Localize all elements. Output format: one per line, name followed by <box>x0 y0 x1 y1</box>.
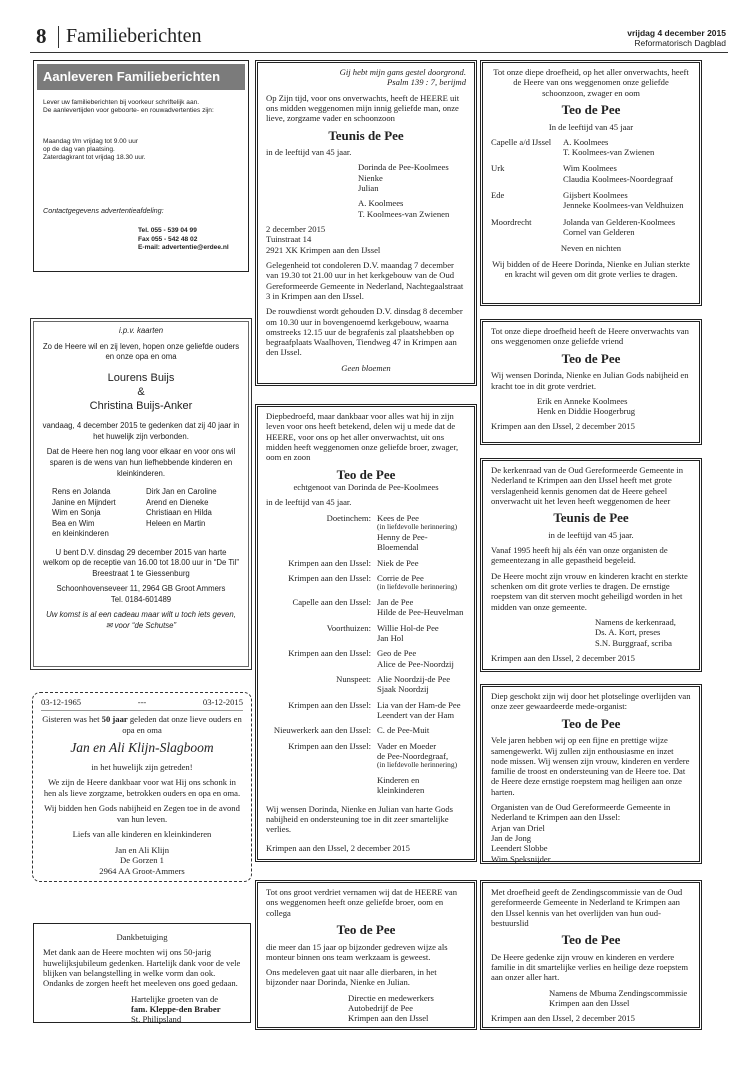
header-divider <box>58 26 59 48</box>
family-deceased-name: Teunis de Pee <box>328 127 404 143</box>
family-members-1: Dorinda de Pee-Koolmees Nienke Julian <box>358 162 449 194</box>
company-text1: die meer dan 15 jaar op bijzonder gedreven wijze als monteur binnen ons team werkzaam is geweest. <box>266 941 448 962</box>
sibling-name: Jan de Pee <box>377 597 414 608</box>
sibling-place: Doetinchem: <box>326 512 371 523</box>
sibling-name: C. de Pee-Muit <box>377 725 430 736</box>
family-members-2: A. Koolmees T. Koolmees-van Zwienen <box>358 198 450 219</box>
klijn-text5: Liefs van alle kinderen en kleinkinderen <box>72 829 212 840</box>
sibling-place: Nieuwerkerk aan den IJssel: <box>273 725 371 736</box>
organists-intro: Diep geschokt zijn wij door het plotselinge overlijden van onze zeer gewaardeerde mede-organist: <box>491 691 691 712</box>
klijn-date-left: 03-12-1965 <box>41 697 82 707</box>
inlaw-names: Jolanda van Gelderen-Koolmees Cornel van Gelderen <box>563 216 676 238</box>
mission-footer: Krimpen aan den IJssel, 2 december 2015 <box>491 1013 635 1024</box>
buijs-top: i.p.v. kaarten <box>118 326 164 335</box>
header-dateline <box>627 29 726 49</box>
inlaws-intro: Tot onze diepe droefheid, op het aller onverwachts, heeft de Heere van ons weggenomen onze geliefde schoonzoon, zwager en oom <box>493 67 689 98</box>
sibling-entry <box>266 597 466 618</box>
buijs-text2: Dat de Heere hen nog lang voor elkaar en voor ons wil sparen is de wens van hun liefhebbende kinderen en kleinkinderen. <box>46 447 236 478</box>
sibling-names <box>377 648 466 669</box>
inlaws-deceased-name: Teo de Pee <box>561 101 621 117</box>
inlaw-entry <box>491 163 691 184</box>
inlaws-notice <box>480 60 702 306</box>
company-notice <box>255 880 477 1030</box>
mission-notice <box>480 880 702 1030</box>
klijn-text3: We zijn de Heere dankbaar voor wat Hij ons schonk in hen als lieve zorgzame, betrokken ouders en opa en oma. <box>43 777 241 798</box>
mission-signature: Namens de Mbuma Zendingscommissie Krimpen aan den IJssel <box>549 987 688 1009</box>
sibling-partner: Sjaak Noordzij <box>377 684 429 695</box>
sibling-place: Nunspeet: <box>336 673 371 684</box>
siblings-deceased-name: Teo de Pee <box>336 466 396 482</box>
friends-signature: Erik en Anneke Koolmees Henk en Diddie Hoogerbrug <box>537 395 636 417</box>
council-deceased-name: Teunis de Pee <box>553 510 629 526</box>
church-council-notice <box>480 458 702 672</box>
sibling-name: Kees de Pee <box>377 512 419 523</box>
inlaw-names: Gijsbert Koolmees Jenneke Koolmees-van Veldhuizen <box>563 190 684 211</box>
siblings-closing: Wij wensen Dorinda, Nienke en Julian van harte Gods nabijheid en ondersteuning toe in dit zeer smartelijke verlies. <box>266 803 453 835</box>
family-note: Geen bloemen <box>341 362 391 373</box>
council-footer: Krimpen aan den IJssel, 2 december 2015 <box>491 652 635 663</box>
sibling-place: Capelle aan den IJssel: <box>292 597 371 608</box>
klijn-text4: Wij bidden hen Gods nabijheid en Zegen toe in de avond van hun leven. <box>44 803 240 824</box>
siblings-age: in de leeftijd van 45 jaar. <box>266 497 352 508</box>
sibling-place: Krimpen aan den IJssel: <box>288 648 371 659</box>
sibling-name: Niek de Pee <box>377 557 419 568</box>
family-condolence: Gelegenheid tot condoleren D.V. maandag 7 december van 19.30 tot 21.00 uur in het kerkgebouw van de Oud Gereformeerde Gemeente in Nederland, Nachtegaalstraat 3 in Krimpen aan den IJssel. <box>266 259 464 301</box>
siblings-subtitle: echtgenoot van Dorinda de Pee-Koolmees <box>293 482 439 493</box>
council-signature: Namens de kerkenraad, Ds. A. Kort, preses S.N. Burggraaf, scriba <box>595 617 676 648</box>
sibling-names <box>377 623 466 644</box>
header-date: vrijdag 4 december 2015 <box>627 28 726 38</box>
company-signature: Directie en medewerkers Autobedrijf de Pee Krimpen aan den IJssel <box>348 992 434 1024</box>
klijn-date-right: 03-12-2015 <box>202 697 243 707</box>
siblings-grandchildren: Kinderen en kleinkinderen <box>377 775 425 796</box>
buijs-intro: Zo de Heere wil en zij leven, hopen onze geliefde ouders en onze opa en oma <box>42 341 240 362</box>
inlaw-place: Urk <box>491 163 505 174</box>
sibling-entry <box>266 674 466 695</box>
sibling-place: Krimpen aan den IJssel: <box>288 699 371 710</box>
inlaw-entry <box>491 217 691 238</box>
sibling-entry <box>266 623 466 644</box>
sibling-name: Geo de Pee <box>377 648 417 659</box>
friends-deceased-name: Teo de Pee <box>561 350 621 366</box>
dankbetuiging-greeting: Hartelijke groeten van de <box>131 993 219 1004</box>
sibling-place: Krimpen aan den IJssel: <box>288 572 371 583</box>
organists-signature: Organisten van de Oud Gereformeerde Gemeente in Nederland te Krimpen aan den IJssel: Arjan van Driel Jan de Jong Leendert Slobbe Wim Speksnijder <box>491 802 671 864</box>
sibling-place: Voorthuizen: <box>326 622 371 633</box>
council-age: in de leeftijd van 45 jaar. <box>548 529 634 540</box>
section-title: Familieberichten <box>66 25 202 47</box>
sibling-note: (in liefdevolle herinnering) <box>377 522 458 532</box>
inlaw-place: Ede <box>491 190 505 201</box>
sibling-name: Alie Noordzij-de Pee <box>377 673 451 684</box>
klijn-date-sep: --- <box>137 697 147 707</box>
contact-details: Tel. 055 - 539 04 99 Fax 055 - 542 48 02 E-mail: advertentie@erdee.nl <box>138 227 229 251</box>
page-number: 8 <box>36 24 47 48</box>
friends-notice <box>480 319 702 445</box>
jubileum-klijn <box>32 692 252 882</box>
organists-deceased-name: Teo de Pee <box>561 715 621 731</box>
sibling-entry <box>266 573 466 592</box>
inlaws-nephews: Neven en nichten <box>560 243 622 254</box>
inlaws-closing: Wij bidden of de Heere Dorinda, Nienke en Julian sterkte en kracht wil geven om dit grote verlies te dragen. <box>492 258 690 279</box>
organists-notice <box>480 684 702 864</box>
sibling-partner: Alice de Pee-Noordzij <box>377 658 454 669</box>
sibling-entry <box>266 558 466 568</box>
sibling-partner: Leendert van der Ham <box>377 709 455 720</box>
sibling-name: Lia van der Ham-de Pee <box>377 699 461 710</box>
sibling-entry <box>266 513 466 553</box>
buijs-reception: U bent D.V. dinsdag 29 december 2015 van harte welkom op de receptie van 16.00 tot 18.00 uur in “De Til” Breestraat 1 te Giessenburg <box>43 547 239 578</box>
family-address: 2 december 2015 Tuinstraat 14 2921 XK Krimpen aan den IJssel <box>266 224 381 255</box>
sibling-place: Krimpen aan den IJssel: <box>288 557 371 568</box>
sibling-partner: Jan Hol <box>377 633 404 644</box>
dankbetuiging-place: St. Philipsland <box>131 1014 182 1025</box>
aanleveren-box <box>33 60 249 272</box>
sibling-names <box>377 558 466 568</box>
council-intro: De kerkenraad van de Oud Gereformeerde Gemeente in Nederland te Krimpen aan den IJssel heeft met grote verslagenheid kennis genomen dat de Heere geheel onverwacht uit het leven heeft weggenomen de heer <box>491 465 684 506</box>
aanleveren-deadlines: Maandag t/m vrijdag tot 9.00 uur op de dag van plaatsing. Zaterdagkrant tot vrijdag 18.30 uur. <box>43 137 146 162</box>
sibling-names <box>377 700 466 721</box>
dankbetuiging <box>33 923 251 1023</box>
organists-text: Vele jaren hebben wij op een fijne en prettige wijze samengewerkt. Wij zullen zijn enthousiasme en inzet node missen. Wij wensen zijn vrouw, kinderen en verdere familie de troost en ondersteuning van de Heere toe. Dat de Heere deze ernstige roepstem mag heiligen aan onze harten. <box>491 735 690 797</box>
sibling-entry <box>266 741 466 771</box>
header-rule <box>30 52 728 53</box>
sibling-name: Willie Hol-de Pee <box>377 622 439 633</box>
mission-text: De Heere gedenke zijn vrouw en kinderen en verdere familie in dit smartelijke verlies en heilige deze roepstem aan onzer aller hart. <box>491 951 689 983</box>
klijn-text2: in het huwelijk zijn getreden! <box>91 761 193 772</box>
inlaw-place: Capelle a/d IJssel <box>491 136 552 147</box>
sibling-names <box>377 513 466 553</box>
sibling-partner: Henny de Pee-Bloemendal <box>377 531 428 553</box>
company-intro: Tot ons groot verdriet vernamen wij dat de HEERE van ons weggenomen heeft onze geliefde broer, oom en collega <box>266 887 458 918</box>
contact-label: Contactgegevens advertentieafdeling: <box>43 206 164 216</box>
sibling-names <box>377 597 466 618</box>
friends-footer: Krimpen aan den IJssel, 2 december 2015 <box>491 421 635 432</box>
sibling-partner: Hilde de Pee-Heuvelman <box>377 607 464 618</box>
council-text2: De Heere mocht zijn vrouw en kinderen kracht en sterkte schenken om dit grote verlies te dragen. De ernstige roepstem van dit sterven mocht geheiligd worden in het midden van onze gemeente. <box>491 570 688 612</box>
friends-intro: Tot onze diepe droefheid heeft de Heere onverwachts van ons weggenomen onze geliefde vriend <box>491 326 689 347</box>
sibling-names <box>377 741 466 771</box>
header-paper: Reformatorisch Dagblad <box>634 37 726 48</box>
mission-deceased-name: Teo de Pee <box>561 932 621 948</box>
sibling-entry <box>266 725 466 735</box>
sibling-name: Vader en Moeder de Pee-Noordegraaf, <box>377 740 449 761</box>
family-notice <box>255 60 477 386</box>
sibling-entry <box>266 648 466 669</box>
inlaw-place: Moordrecht <box>491 216 532 227</box>
sibling-names <box>377 573 466 592</box>
sibling-place: Krimpen aan den IJssel: <box>288 740 371 751</box>
family-age: in de leeftijd van 45 jaar. <box>266 147 352 158</box>
jubileum-buijs <box>30 318 252 670</box>
klijn-text1: Gisteren was het 50 jaar geleden dat onze lieve ouders en opa en oma <box>42 714 242 735</box>
aanleveren-intro: Lever uw familieberichten bij voorkeur schriftelijk aan. De aanlevertijden voor geboorte- en rouwadvertenties zijn: <box>43 99 214 115</box>
dankbetuiging-family: fam. Kleppe-den Braber <box>131 1003 221 1014</box>
company-text2: Ons medeleven gaat uit naar alle dierbaren, in het bijzonder naar Dorinda, Nienke en Julian. <box>266 967 437 988</box>
family-quote: Gij hebt mijn gans gestel doorgrond. Psalm 139 : 7, berijmd <box>339 67 466 88</box>
inlaw-names: A. Koolmees T. Koolmees-van Zwienen <box>563 136 655 158</box>
klijn-address: Jan en Ali Klijn De Gorzen 1 2964 AA Groot-Ammers <box>99 844 185 876</box>
buijs-address: Schoonhovenseveer 11, 2964 GB Groot Ammers Tel. 0184-601489 <box>56 584 226 604</box>
aanleveren-title: Aanleveren Familieberichten <box>37 64 245 90</box>
inlaws-list <box>491 137 691 238</box>
company-deceased-name: Teo de Pee <box>336 921 396 937</box>
friends-text: Wij wensen Dorinda, Nienke en Julian Gods nabijheid en kracht toe in dit grote verdriet. <box>491 370 689 391</box>
siblings-intro: Diepbedroefd, maar dankbaar voor alles wat hij in zijn leven voor ons heeft betekend, delen wij u mede dat de HEERE, voor ons op het aller onverwachtst, uit ons midden heeft weggenomen onze geliefde broer, zwager, oom en zoon <box>266 411 459 463</box>
inlaw-names: Wim Koolmees Claudia Koolmees-Noordegraaf <box>563 163 674 184</box>
family-intro: Op Zijn tijd, voor ons onverwachts, heeft de HEERE uit ons midden weggenomen mijn innig geliefde man, onze lieve, zorgzame vader en schoonzoon <box>266 92 460 124</box>
dankbetuiging-title: Dankbetuiging <box>116 932 168 942</box>
sibling-note: (in liefdevolle herinnering) <box>377 582 458 592</box>
council-text1: Vanaf 1995 heeft hij als één van onze organisten de gemeentezang in alle gepastheid begeleid. <box>491 545 668 566</box>
siblings-notice <box>255 404 477 862</box>
buijs-children-left: Rens en Jolanda Janine en Mijndert Wim en Sonja Bea en Wim en kleinkinderen <box>52 487 116 539</box>
inlaw-entry <box>491 190 691 211</box>
dankbetuiging-text: Met dank aan de Heere mochten wij ons 50-jarig huwelijksjubileum gedenken. Hartelijk dank voor de vele blijken van belangstelling in welke vorm dan ook. Ondanks de zorgen heeft het meeleven ons goed gedaan. <box>43 947 241 989</box>
buijs-names: Lourens Buijs & Christina Buijs-Anker <box>89 371 193 413</box>
buijs-note: Uw komst is al een cadeau maar wilt u toch iets geven, ✉ voor “de Schutse” <box>46 610 236 630</box>
mission-intro: Met droefheid geeft de Zendingscommissie van de Oud gereformeerde Gemeente in Nederland te Krimpen aan den IJssel kennis van het overlijden van hun oud-bestuurslid <box>491 887 683 928</box>
inlaw-entry <box>491 137 691 158</box>
sibling-entry <box>266 700 466 721</box>
buijs-children-right: Dirk Jan en Caroline Arend en Dieneke Christiaan en Hilda Heleen en Martin <box>146 487 217 528</box>
sibling-names <box>377 725 466 735</box>
sibling-names <box>377 674 466 695</box>
family-funeral: De rouwdienst wordt gehouden D.V. dinsdag 8 december om 10.30 uur in bovengenoemd kerkgebouw, waarna omstreeks 12.15 uur de begrafenis zal plaatshebben op begraafplaats Waalhoven, Tiendweg 47 in Krimpen aan den IJssel. <box>266 306 463 358</box>
siblings-footer: Krimpen aan den IJssel, 2 december 2015 <box>266 842 410 853</box>
inlaws-age: In de leeftijd van 45 jaar <box>548 121 634 132</box>
buijs-text1: vandaag, 4 december 2015 te gedenken dat zij 40 jaar in het huwelijk zijn verbonden. <box>42 421 240 441</box>
sibling-name: Corrie de Pee <box>377 572 424 583</box>
sibling-note: (in liefdevolle herinnering) <box>377 760 458 770</box>
klijn-names: Jan en Ali Klijn-Slagboom <box>70 740 214 756</box>
siblings-list <box>266 513 466 770</box>
